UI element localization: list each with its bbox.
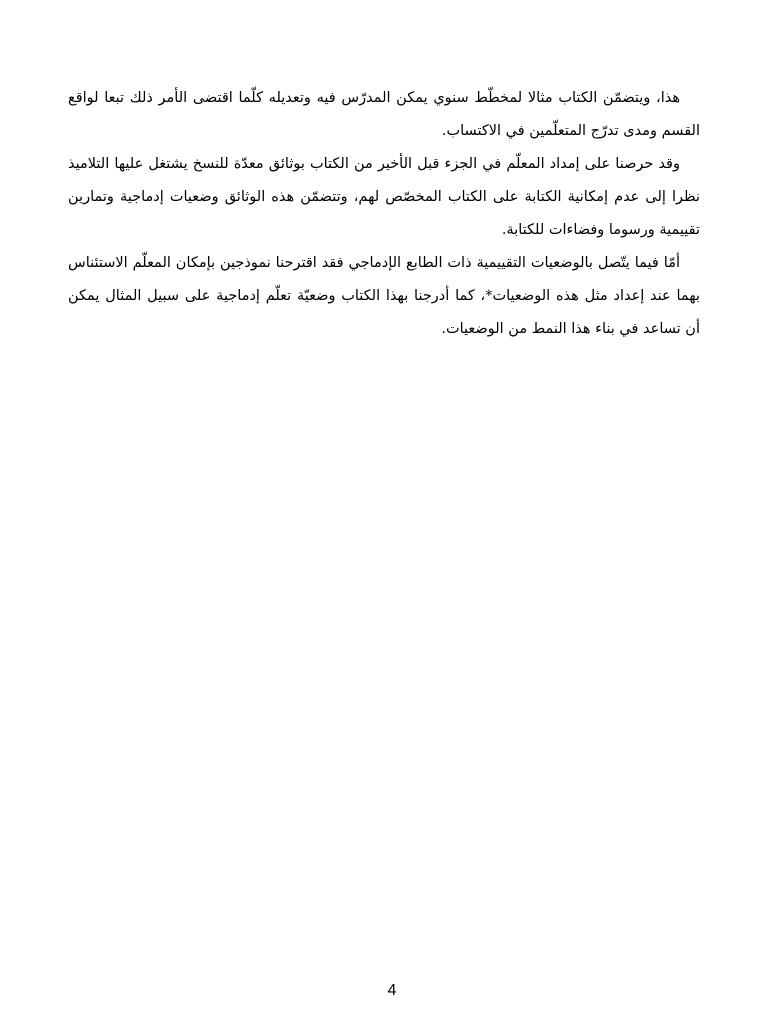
paragraph-yearly-plan: هذا، ويتضمّن الكتاب مثالا لمخطّط سنوي يمكن المدرّس فيه وتعديله كلّما اقتضى الأمر ذلك تبعا لواقع القسم ومدى تدرّج المتعلّمين في الاكتساب. <box>68 90 700 139</box>
paragraph-copy-documents: وقد حرصنا على إمداد المعلّم في الجزء قبل الأخير من الكتاب بوثائق معدّة للنسخ يشتغل عليها التلاميذ نظرا إلى عدم إمكانية الكتابة على الكتاب المخصّص لهم، وتتضمّن هذه الوثائق وضعيات إدماجية وتمارين تقييمية ورسوما وفضاءات للكتابة. <box>68 156 700 238</box>
paragraph-integration-situations: أمّا فيما يتّصل بالوضعيات التقييمية ذات الطابع الإدماجي فقد اقترحنا نموذجين بإمكان المعلّم الاستئناس بهما عند إعداد مثل هذه الوضعيات*، كما أدرجنا بهذا الكتاب وضعيّة تعلّم إدماجية على سبيل المثال يمكن أن تساعد في بناء هذا النمط من الوضعيات. <box>68 255 700 337</box>
body-text <box>68 82 700 346</box>
page-number: 4 <box>387 982 397 999</box>
